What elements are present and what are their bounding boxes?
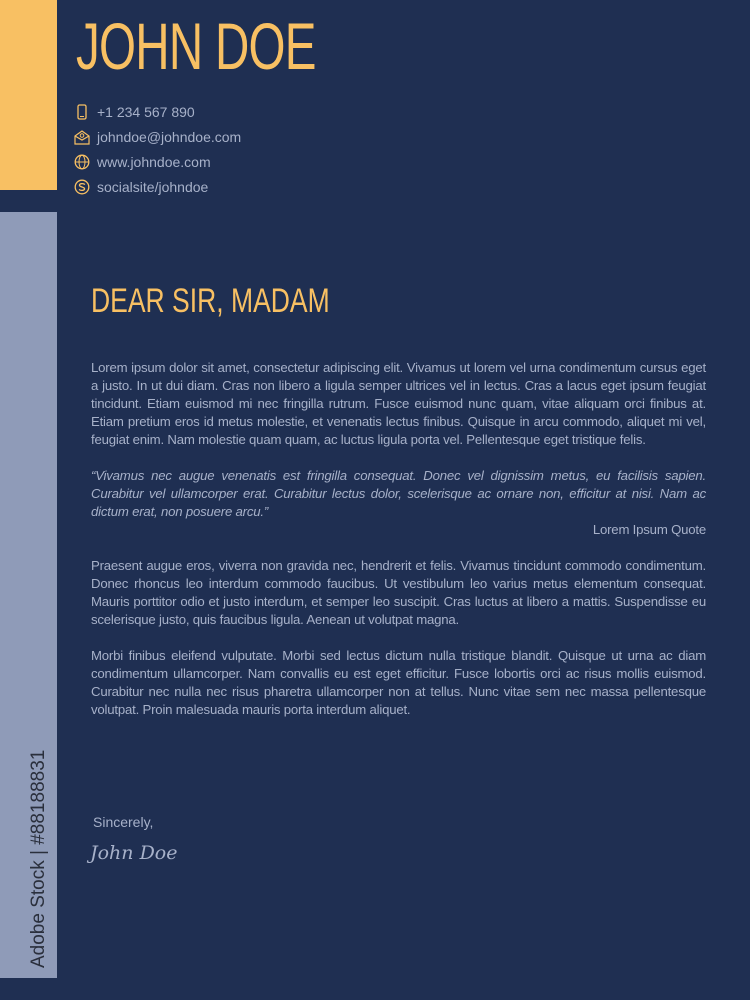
email-text: johndoe@johndoe.com	[97, 128, 242, 145]
contact-social	[74, 174, 241, 199]
paragraph-3: Morbi finibus eleifend vulputate. Morbi sed lectus dictum nulla tristique blandit. Quisque ut urna ac diam condimentum ullamcorper. Nam convallis eu est eget efficitur. Fusce lobortis orci ac risus mollis euismod. Curabitur nec nulla nec risus pharetra ullamcorper non at tellus. Nunc vitae sem nec massa pellentesque volutpat. Proin malesuada mauris porta interdum aliquet.	[91, 648, 706, 717]
accent-bar	[0, 0, 57, 190]
quote-attribution: Lorem Ipsum Quote	[592, 522, 706, 537]
phone-text: +1 234 567 890	[97, 103, 195, 120]
contact-website	[74, 149, 241, 174]
contact-email	[74, 124, 241, 149]
mail-icon	[74, 129, 90, 145]
paragraph-2: Praesent augue eros, viverra non gravida nec, hendrerit et felis. Vivamus tincidunt commodo condimentum. Donec rhoncus leo interdum commodo faucibus. Ut vestibulum leo varius metus elementum consequat. Mauris porttitor odio et justo interdum, et semper leo suscipit. Cras luctus at libero a mattis. Suspendisse eu scelerisque justo, quis faucibus ligula. Aenean ut volutpat magna.	[91, 558, 706, 627]
globe-icon	[74, 154, 90, 170]
salutation: DEAR SIR, MADAM	[91, 282, 330, 320]
paragraph-1: Lorem ipsum dolor sit amet, consectetur adipiscing elit. Vivamus ut lorem vel urna condimentum cursus eget a justo. In ut dui diam. Cras non libero a ligula semper ultrices vel in lectus. Cras a lacus eget ipsum feugiat tincidunt. Etiam euismod mi nec fringilla rutrum. Fusce euismod nunc quam, vitae aliquam orci finibus at. Etiam pretium eros id metus molestie, et venenatis lectus finibus. Quisque in arcu commodo, aliquet mi vel, feugiat enim. Nam molestie quam quam, ac luctus ligula porta vel. Pellentesque eget tristique felis.	[91, 360, 706, 447]
social-icon	[74, 179, 90, 195]
letter-body	[91, 359, 706, 737]
phone-icon	[74, 104, 90, 120]
closing: Sincerely,	[93, 814, 154, 830]
website-text: www.johndoe.com	[97, 153, 211, 170]
contact-phone	[74, 99, 241, 124]
contact-list	[74, 99, 241, 199]
quote: “Vivamus nec augue venenatis est fringilla consequat. Donec vel dignissim metus, eu facilisis sapien. Curabitur vel ullamcorper erat. Curabitur lectus dolor, scelerisque ac ornare non, efficitur at nisi. Nam ac dictum erat, non posuere arcu.”	[91, 468, 706, 519]
social-text: socialsite/johndoe	[97, 178, 209, 195]
stock-watermark: Adobe Stock | #88188831	[28, 749, 49, 968]
signature: John Doe	[90, 842, 178, 864]
applicant-name: JOHN DOE	[76, 9, 316, 83]
